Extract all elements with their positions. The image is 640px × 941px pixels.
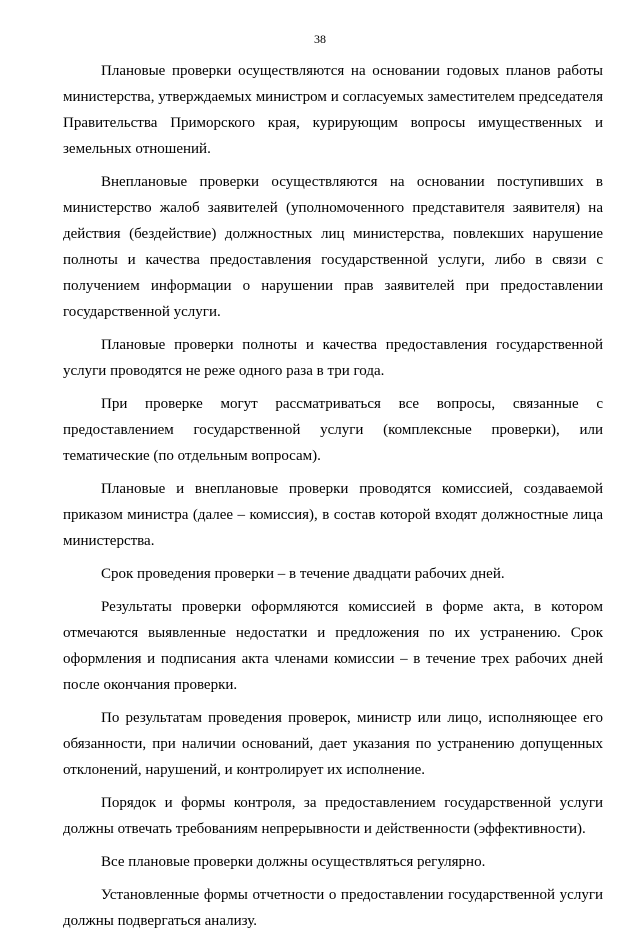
paragraph: Плановые проверки полноты и качества предоставления государственной услуги проводятся не реже одного раза в три года. — [63, 337, 603, 379]
paragraph: Плановые проверки осуществляются на основании годовых планов работы министерства, утверждаемых министром и согласуемых заместителем председателя Правительства Приморского края, курирующим вопросы имущественных и земельных отношений. — [63, 63, 603, 157]
paragraph: Установленные формы отчетности о предоставлении государственной услуги должны подвергаться анализу. — [63, 887, 603, 929]
paragraph: Все плановые проверки должны осуществляться регулярно. — [101, 854, 486, 870]
page-number: 38 — [314, 32, 326, 46]
paragraph: Срок проведения проверки – в течение двадцати рабочих дней. — [101, 566, 505, 582]
paragraph: Результаты проверки оформляются комиссией в форме акта, в котором отмечаются выявленные недостатки и предложения по их устранению. Срок оформления и подписания акта членами комиссии – в течение трех рабочих дней после окончания проверки. — [63, 599, 603, 693]
document-body — [63, 58, 603, 941]
paragraph: При проверке могут рассматриваться все вопросы, связанные с предоставлением государственной услуги (комплексные проверки), или тематические (по отдельным вопросам). — [63, 396, 603, 464]
paragraph: Плановые и внеплановые проверки проводятся комиссией, создаваемой приказом министра (далее – комиссия), в состав которой входят должностные лица министерства. — [63, 481, 603, 549]
paragraph: Внеплановые проверки осуществляются на основании поступивших в министерство жалоб заявителей (уполномоченного представителя заявителя) на действия (бездействие) должностных лиц министерства, повлекших нарушение полноты и качества предоставления государственной услуги, либо в связи с получением информации о нарушении прав заявителей при предоставлении государственной услуги. — [63, 174, 603, 320]
paragraph: Порядок и формы контроля, за предоставлением государственной услуги должны отвечать требованиям непрерывности и действенности (эффективности). — [63, 795, 603, 837]
paragraph: По результатам проведения проверок, министр или лицо, исполняющее его обязанности, при наличии оснований, дает указания по устранению допущенных отклонений, нарушений, и контролирует их исполнение. — [63, 710, 603, 778]
